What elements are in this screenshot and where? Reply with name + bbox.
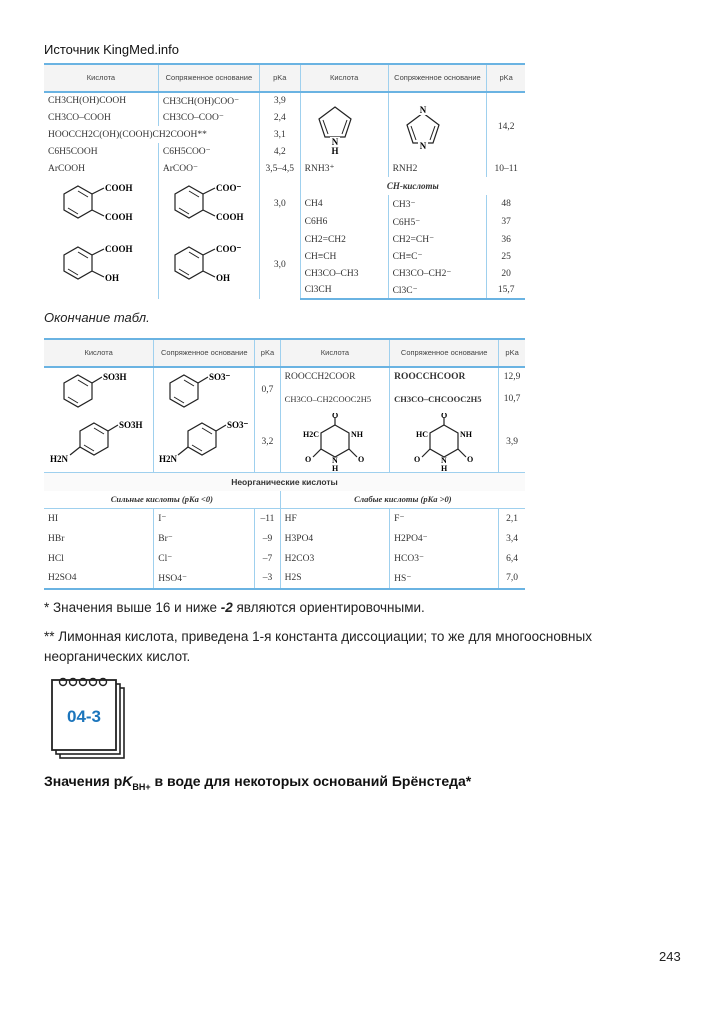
- cell-pka: –11: [255, 509, 280, 529]
- cell-pka-2: 48: [487, 195, 525, 213]
- phthalate-structure: [163, 178, 255, 230]
- footnote-2: ** Лимонная кислота, приведена 1-я константа диссоциации; то же для многоосновных неорганических кислот.: [44, 629, 592, 664]
- so3h-label: SO3H: [119, 420, 143, 430]
- cell-pka: –9: [255, 529, 280, 549]
- cell-acid-2: CH3CO–CH2COOC2H5: [280, 386, 390, 412]
- imidazole-h: H: [331, 145, 339, 156]
- heading-k: K: [122, 773, 133, 789]
- cell-base: Cl⁻: [154, 549, 255, 569]
- table-caption: Окончание табл.: [44, 310, 150, 325]
- imidazolium-structure: [305, 97, 365, 157]
- phthalic-acid-cell: [44, 177, 158, 231]
- imidazole-n: N: [331, 136, 338, 147]
- cell-acid: ArCOOH: [48, 163, 85, 174]
- imidazolium-cell: [300, 92, 388, 160]
- pka-table-part1: [44, 63, 525, 300]
- page-number: 243: [659, 949, 681, 964]
- salicylic-acid-structure: [48, 239, 148, 291]
- cell-acid: HOOCCH2C(OH)(COOH)CH2COOH**: [48, 129, 207, 140]
- cell-acid-2: C6H6: [300, 213, 388, 231]
- cell-pka: 2,4: [259, 109, 300, 126]
- salicylate-cell: [158, 231, 259, 299]
- cooh-label: COOH: [105, 183, 133, 193]
- cell-base-2: Cl3C⁻: [388, 282, 487, 299]
- cell-acid-2: CH≡CH: [300, 248, 388, 265]
- cell-acid-2: ROOCCH2COOR: [280, 367, 390, 386]
- cell-acid-2: Cl3CH: [300, 282, 388, 299]
- inorganic-acids-title: Неорганические кислоты: [44, 473, 525, 491]
- cell-pka-2: 2,1: [499, 509, 525, 529]
- cell-base-2: CH3⁻: [388, 195, 487, 213]
- cell-pka: –7: [255, 549, 280, 569]
- barbituric-acid-structure: [285, 413, 385, 471]
- col-acid-2: Кислота: [300, 64, 388, 92]
- cell-pka: 3,9: [259, 92, 300, 109]
- cell-base: CH3CO–COO⁻: [158, 109, 259, 126]
- col-acid: Кислота: [44, 64, 158, 92]
- n-label: N: [441, 456, 447, 465]
- cell-base: HSO4⁻: [154, 569, 255, 589]
- oh-label: OH: [105, 273, 120, 283]
- salicylic-acid-cell: [44, 231, 158, 299]
- cell-acid: HI: [48, 513, 59, 524]
- cell-pka-2: 37: [487, 213, 525, 231]
- cell-base: ArCOO⁻: [158, 160, 259, 177]
- cell-pka-2: 20: [487, 265, 525, 282]
- cell-acid-2: H2S: [280, 569, 390, 589]
- cell-pka-2: 3,4: [499, 529, 525, 549]
- imidazole-n-top: N: [419, 104, 426, 115]
- heading-text: в воде для некоторых оснований Брёнстеда*: [150, 773, 472, 789]
- cell-base-2: CH3CO–CH2⁻: [388, 265, 487, 282]
- cell-pka-2: 7,0: [499, 569, 525, 589]
- cell-pka-2: 10,7: [499, 386, 525, 412]
- cell-pka-2: 10–11: [487, 160, 525, 177]
- cell-base-2: ROOCCHCOOR: [390, 367, 499, 386]
- benzenesulfonate-cell: [154, 367, 255, 412]
- cooh-label: COOH: [215, 212, 244, 222]
- imidazole-structure: [393, 97, 453, 157]
- badge-label: 04-3: [66, 707, 102, 726]
- o-label: O: [414, 455, 421, 464]
- col-base-2: Сопряженное основание: [390, 339, 499, 367]
- cell-acid-2: CH4: [300, 195, 388, 213]
- strong-acids-title: Сильные кислоты (pKa <0): [44, 491, 280, 509]
- phthalate-cell: [158, 177, 259, 231]
- sulfanilate-cell: [154, 412, 255, 473]
- nh-label: NH: [350, 430, 363, 439]
- cell-base: Br⁻: [154, 529, 255, 549]
- h-label: H: [331, 464, 338, 471]
- o-label: O: [441, 413, 448, 420]
- o-label: O: [467, 455, 474, 464]
- pka-table-part2: [44, 338, 525, 590]
- h2c-label: H2C: [302, 430, 319, 439]
- cell-pka-2: 3,9: [499, 412, 525, 473]
- cell-base-2: C6H5⁻: [388, 213, 487, 231]
- weak-acids-title: Слабые кислоты (pKa >0): [280, 491, 525, 509]
- h2n-label: H2N: [50, 454, 68, 464]
- cell-pka: 3,0: [259, 177, 300, 231]
- cell-acid: H2SO4: [44, 569, 154, 589]
- imidazole-cell: [388, 92, 487, 160]
- footnote-1-bold: -2: [220, 600, 233, 615]
- o-label: O: [331, 413, 338, 420]
- sulfanilate-structure: [158, 417, 250, 467]
- cell-pka: –3: [255, 569, 280, 589]
- cooh-label: COOH: [105, 212, 133, 222]
- coo-label: COO⁻: [215, 244, 242, 254]
- heading-prefix: Значения p: [44, 773, 123, 789]
- ch-acids-section: CH-кислоты: [300, 177, 525, 195]
- col-acid: Кислота: [44, 339, 154, 367]
- col-pka-2: pKa: [487, 64, 525, 92]
- benzenesulfonate-structure: [158, 369, 250, 411]
- cell-base-2: RNH2: [388, 160, 487, 177]
- h2n-label: H2N: [159, 454, 178, 464]
- cell-pka: 4,2: [259, 143, 300, 160]
- benzenesulfonic-cell: [44, 367, 154, 412]
- so3-label: SO3⁻: [209, 372, 231, 382]
- o-label: O: [304, 455, 311, 464]
- cell-pka-2: 6,4: [499, 549, 525, 569]
- cell-base-2: CH≡C⁻: [388, 248, 487, 265]
- col-base: Сопряженное основание: [158, 64, 259, 92]
- cell-acid-2: H2CO3: [280, 549, 390, 569]
- n-label: N: [331, 456, 338, 465]
- cell-pka: 3,2: [255, 412, 280, 473]
- cell-acid: C6H5COOH: [48, 146, 98, 157]
- col-base-2: Сопряженное основание: [388, 64, 487, 92]
- footnote-1-tail: являются ориентировочными.: [232, 600, 425, 615]
- benzenesulfonic-acid-structure: [48, 369, 148, 411]
- sulfanilic-acid-structure: [48, 417, 148, 467]
- heading-sub: BH+: [132, 781, 151, 792]
- col-pka: pKa: [259, 64, 300, 92]
- oh-label: OH: [215, 273, 230, 283]
- cell-pka: 3,1: [259, 126, 300, 143]
- footnote-1: [44, 598, 684, 618]
- cell-acid-2: H3PO4: [280, 529, 390, 549]
- cell-base-2: HCO3⁻: [390, 549, 499, 569]
- imidazole-n-bottom: N: [419, 140, 426, 151]
- so3h-label: SO3H: [103, 372, 127, 382]
- cell-acid: HCl: [48, 553, 64, 564]
- cell-base-2: H2PO4⁻: [390, 529, 499, 549]
- hc-label: HC: [416, 430, 429, 439]
- cell-base: CH3CH(OH)COO⁻: [158, 92, 259, 109]
- cell-pka: 0,7: [255, 367, 280, 412]
- barbiturate-structure: [394, 413, 494, 471]
- cell-acid-2: CH3CO–CH3: [300, 265, 388, 282]
- cell-base-2: F⁻: [390, 509, 499, 529]
- col-base: Сопряженное основание: [154, 339, 255, 367]
- col-pka: pKa: [255, 339, 280, 367]
- phthalic-acid-structure: [48, 178, 148, 230]
- col-pka-2: pKa: [499, 339, 525, 367]
- source-label: Источник KingMed.info: [44, 42, 179, 57]
- cell-pka-2: 25: [487, 248, 525, 265]
- cell-acid-2: HF: [280, 509, 390, 529]
- nh-label: NH: [460, 430, 473, 439]
- cell-base: I⁻: [154, 509, 255, 529]
- cell-pka-2: 15,7: [487, 282, 525, 299]
- cell-pka-2: 36: [487, 231, 525, 248]
- so3-label: SO3⁻: [227, 420, 249, 430]
- cell-pka-2: 12,9: [499, 367, 525, 386]
- barbiturate-cell: [390, 412, 499, 473]
- notebook-badge-icon: [50, 676, 128, 760]
- col-acid-2: Кислота: [280, 339, 390, 367]
- cell-acid: HBr: [48, 533, 65, 544]
- section-heading: [44, 773, 471, 792]
- salicylate-structure: [163, 239, 255, 291]
- cell-acid-2: RNH3⁺: [300, 160, 388, 177]
- cell-pka-2: 14,2: [487, 92, 525, 160]
- cell-acid: CH3CO–COOH: [48, 112, 111, 123]
- coo-label: COO⁻: [215, 183, 242, 193]
- cell-base-2: CH2=CH⁻: [388, 231, 487, 248]
- barbituric-acid-cell: [280, 412, 390, 473]
- footnote-1-text: * Значения выше 16 и ниже: [44, 600, 221, 615]
- cell-acid: CH3CH(OH)COOH: [48, 96, 127, 106]
- cell-pka: 3,5–4,5: [259, 160, 300, 177]
- h-label: H: [441, 464, 448, 471]
- cell-base-2: HS⁻: [390, 569, 499, 589]
- cell-acid-2: CH2=CH2: [300, 231, 388, 248]
- sulfanilic-acid-cell: [44, 412, 154, 473]
- cell-base: C6H5COO⁻: [158, 143, 259, 160]
- cell-pka: 3,0: [259, 231, 300, 299]
- o-label: O: [357, 455, 364, 464]
- cooh-label: COOH: [105, 244, 133, 254]
- cell-base-2: CH3CO–CHCOOC2H5: [390, 386, 499, 412]
